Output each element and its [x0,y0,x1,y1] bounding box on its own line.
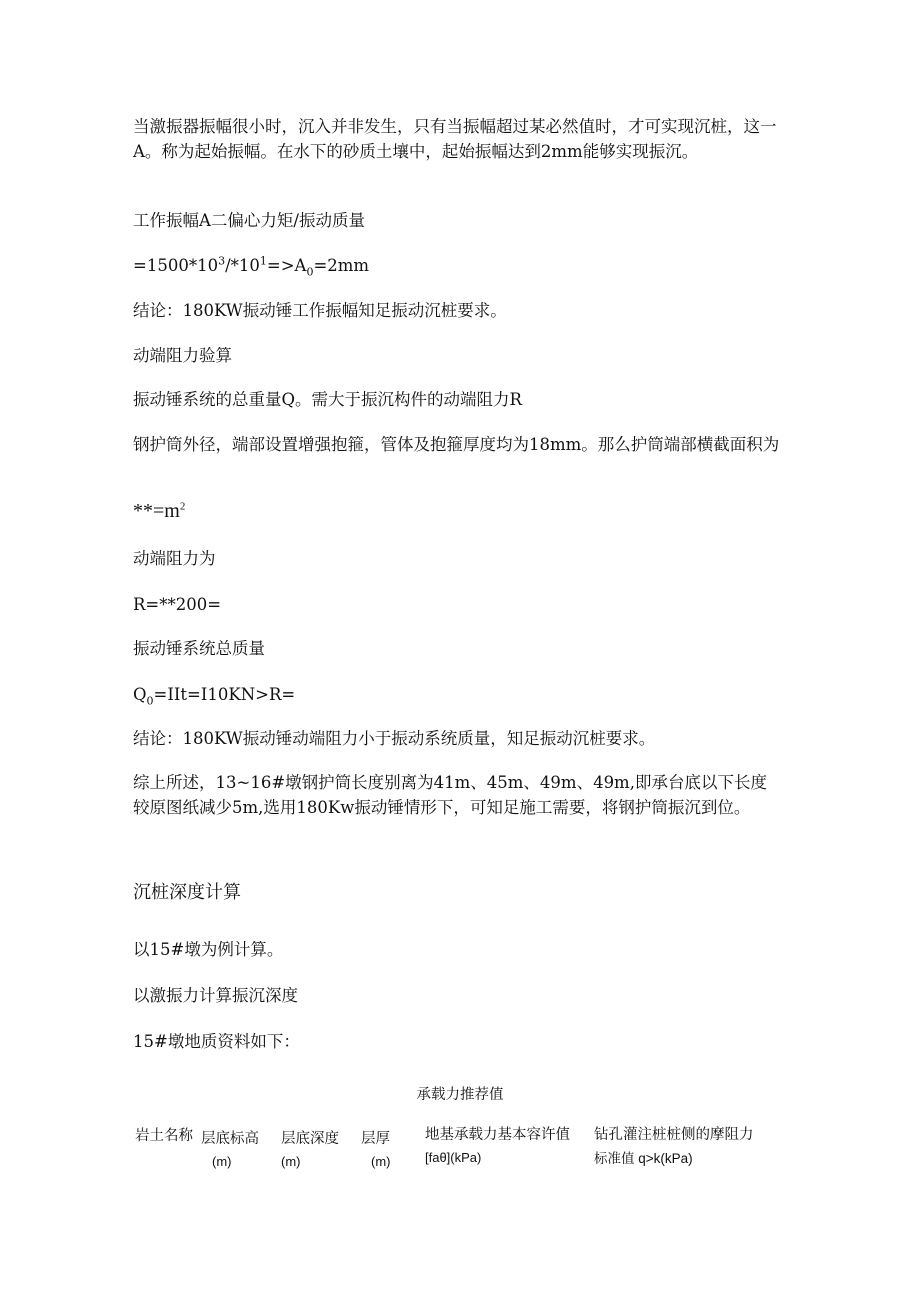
header-bottom-elevation-unit: (m) [212,1154,232,1169]
header-soil-name: 岩土名称 [135,1128,193,1144]
formula-part: /*10 [225,256,260,275]
formula-part: =2mm [313,256,370,275]
formula-sub: 0 [306,265,314,279]
paragraph-total-weight: 振动锤系统的总重量Q。需大于振沉构件的动端阻力R [133,390,522,409]
paragraph-example: 以15#墩为例计算。 [133,940,284,959]
heading-end-resistance: 动端阻力验算 [133,346,232,365]
paragraph-working-amplitude: 工作振幅A二偏心力矩/振动质量 [133,211,365,230]
formula-sup: 2 [179,500,186,513]
formula-part: **=m [133,500,180,522]
formula-sup: 3 [218,254,226,268]
formula-area [133,499,783,524]
section-heading-pile-depth: 沉桩深度计算 [133,882,241,903]
paragraph-end-resistance-is: 动端阻力为 [133,549,216,568]
paragraph-conclusion-1: 结论：180KW振动锤工作振幅知足振动沉桩要求。 [133,301,507,320]
header-side-friction: 钻孔灌注桩桩侧的摩阻力 [594,1127,754,1143]
paragraph-method: 以激振力计算振沉深度 [133,986,298,1005]
formula-sup: 1 [259,254,267,268]
header-bottom-depth-unit: (m) [281,1154,301,1169]
header-bottom-depth: 层底深度 [281,1131,339,1147]
paragraph-casing-section: 钢护筒外径，端部设置增强抱箍，管体及抱箍厚度均为18mm。那么护筒端部横截面积为 [133,435,780,454]
header-bottom-elevation: 层底标高 [201,1131,259,1147]
formula-part: =>A [266,256,307,275]
header-side-friction-unit: 标准值 q>k(kPa) [594,1151,693,1166]
formula-part: =1500*10 [133,256,219,275]
table-caption: 承载力推荐值 [416,1087,504,1103]
header-bearing-capacity-unit: [faθ](kPa) [425,1150,482,1165]
paragraph-geology: 15#墩地质资料如下： [133,1032,300,1051]
header-thickness-unit: (m) [371,1154,391,1169]
formula-amplitude [133,253,783,278]
formula-mass [133,682,783,707]
formula-sub: 0 [146,694,154,708]
formula-resistance: R=**200= [133,595,222,614]
header-bearing-capacity: 地基承载力基本容许值 [425,1127,570,1143]
paragraph-summary: 综上所述，13~16#墩钢护筒长度别离为41m、45m、49m、49m,即承台底以下长度较原图纸减少5m,选用180Kw振动锤情形下，可知足施工需要，将钢护筒振沉到位。 [133,773,767,817]
paragraph-system-mass: 振动锤系统总质量 [133,639,265,658]
paragraph-conclusion-2: 结论：180KW振动锤动端阻力小于振动系统质量，知足振动沉桩要求。 [133,729,656,748]
paragraph-starting-amplitude: 当激振器振幅很小时，沉入并非发生，只有当振幅超过某必然值时，才可实现沉桩，这一A。称为起始振幅。在水下的砂质土壤中，起始振幅达到2mm能够实现振沉。 [133,117,777,161]
formula-part: Q [133,685,147,704]
formula-part: =IIt=I10KN>R= [153,685,296,704]
header-thickness: 层厚 [361,1131,390,1147]
